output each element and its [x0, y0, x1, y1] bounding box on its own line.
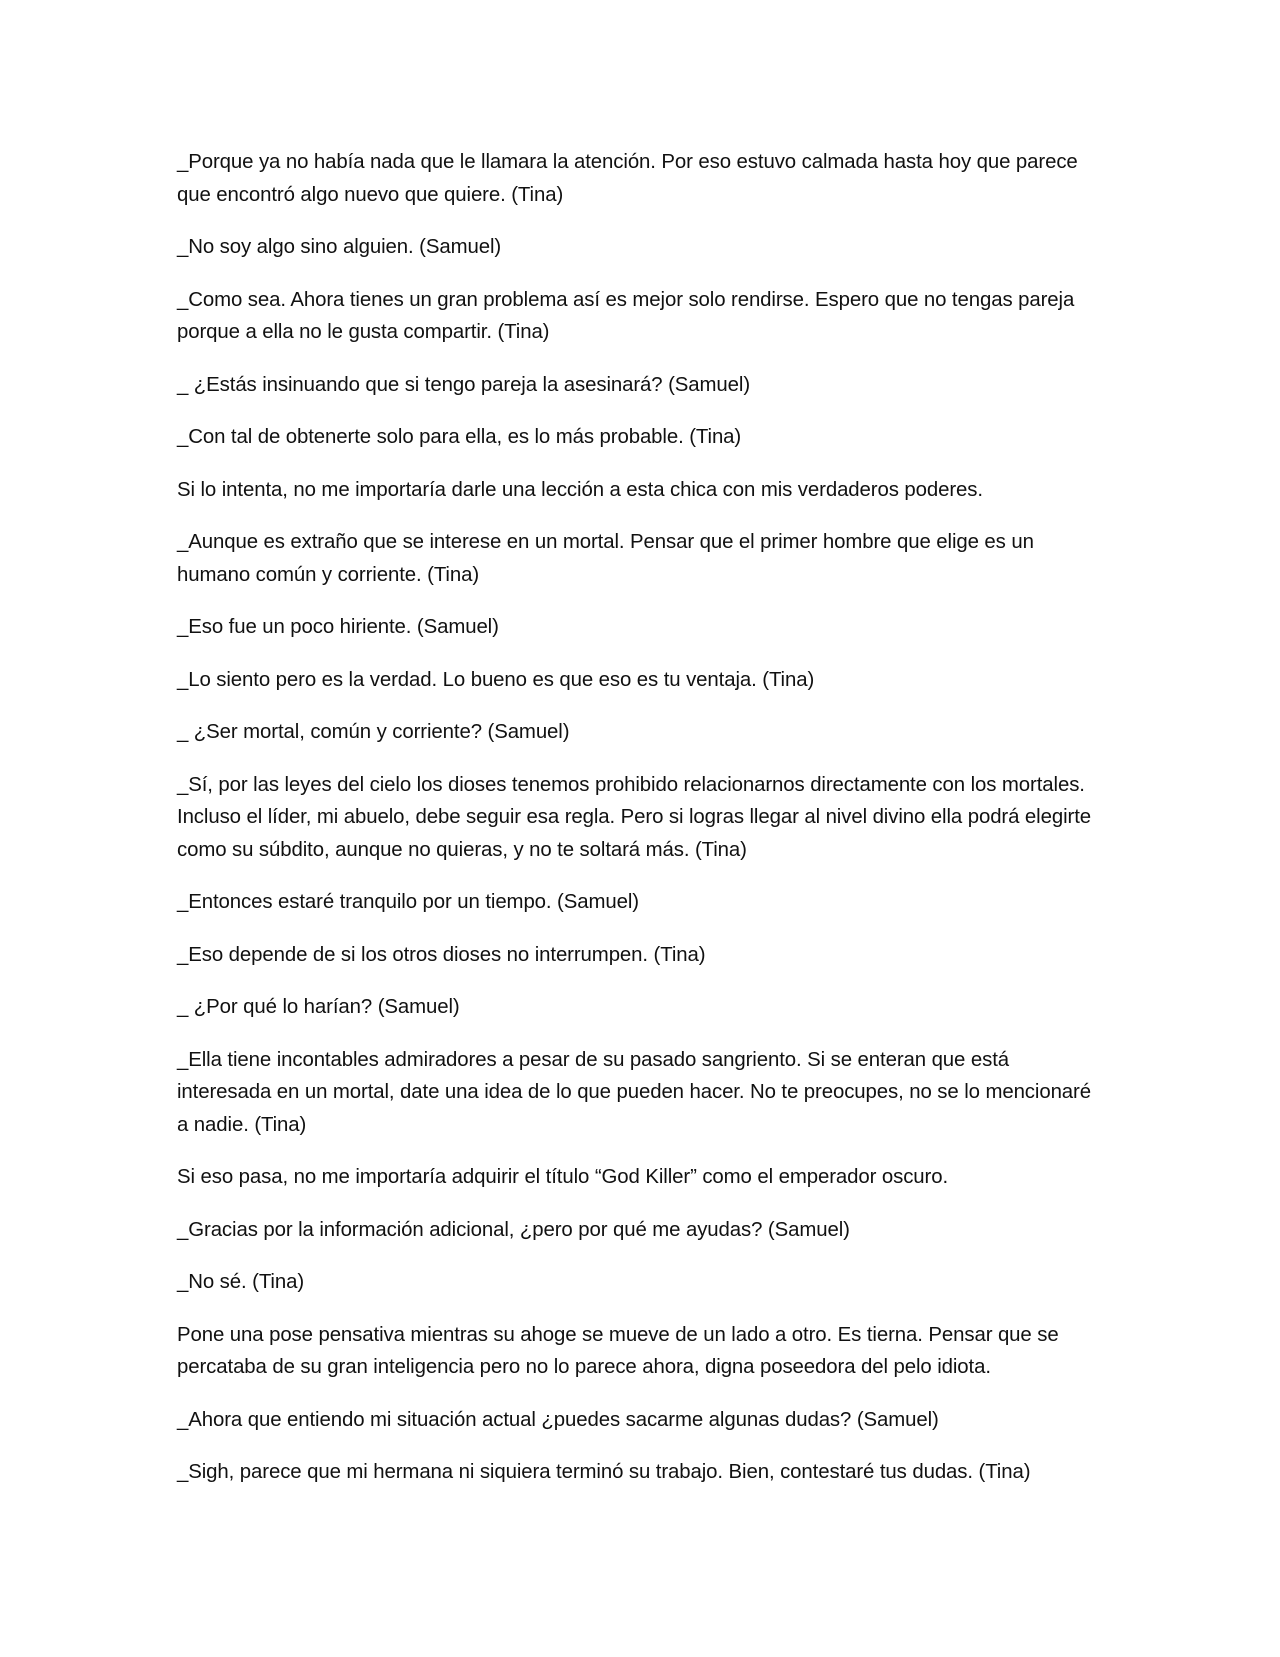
- paragraph-1: _Porque ya no había nada que le llamara la atención. Por eso estuvo calmada hasta hoy que parece que encontró algo nuevo que quiere. (Tina): [177, 151, 1078, 206]
- document-body: [177, 146, 1097, 1509]
- paragraph-21: _Sigh, parece que mi hermana ni siquiera terminó su trabajo. Bien, contestaré tus dudas. (Tina): [177, 1461, 1031, 1483]
- paragraph-14: _ ¿Por qué lo harían? (Samuel): [177, 996, 460, 1018]
- paragraph-3: _Como sea. Ahora tienes un gran problema así es mejor solo rendirse. Espero que no tengas pareja porque a ella no le gusta compartir. (Tina): [177, 288, 1075, 343]
- paragraph-13: _Eso depende de si los otros dioses no interrumpen. (Tina): [177, 943, 706, 966]
- paragraph-12: _Entonces estaré tranquilo por un tiempo. (Samuel): [177, 891, 639, 913]
- paragraph-19: Pone una pose pensativa mientras su ahoge se mueve de un lado a otro. Es tierna. Pensar que se percataba de su gran inteligencia pero no lo parece ahora, digna poseedora del pelo idiota.: [177, 1323, 1059, 1378]
- paragraph-10: _ ¿Ser mortal, común y corriente? (Samuel): [177, 721, 570, 743]
- paragraph-9: _Lo siento pero es la verdad. Lo bueno es que eso es tu ventaja. (Tina): [177, 668, 815, 691]
- paragraph-2: _No soy algo sino alguien. (Samuel): [177, 236, 502, 258]
- paragraph-7: _Aunque es extraño que se interese en un mortal. Pensar que el primer hombre que elige es un humano común y corriente. (Tina): [177, 531, 1034, 586]
- paragraph-20: _Ahora que entiendo mi situación actual ¿puedes sacarme algunas dudas? (Samuel): [177, 1408, 939, 1431]
- paragraph-4: _ ¿Estás insinuando que si tengo pareja la asesinará? (Samuel): [177, 373, 751, 396]
- paragraph-5: _Con tal de obtenerte solo para ella, es lo más probable. (Tina): [177, 426, 742, 448]
- paragraph-17: _Gracias por la información adicional, ¿pero por qué me ayudas? (Samuel): [177, 1218, 850, 1241]
- paragraph-8: _Eso fue un poco hiriente. (Samuel): [177, 616, 499, 638]
- paragraph-16: Si eso pasa, no me importaría adquirir el título “God Killer” como el emperador oscuro.: [177, 1166, 949, 1188]
- paragraph-15: _Ella tiene incontables admiradores a pesar de su pasado sangriento. Si se enteran que está interesada en un mortal, date una idea de lo que pueden hacer. No te preocupes, no se lo mencionaré a nadie. (Tina): [177, 1048, 1091, 1136]
- paragraph-11: _Sí, por las leyes del cielo los dioses tenemos prohibido relacionarnos directamente con los mortales. Incluso el líder, mi abuelo, debe seguir esa regla. Pero si logras llegar al nivel divino ella podrá elegirte como su súbdito, aunque no quieras, y no te soltará más. (Tina): [177, 773, 1092, 861]
- paragraph-18: _No sé. (Tina): [177, 1271, 305, 1293]
- paragraph-6: Si lo intenta, no me importaría darle una lección a esta chica con mis verdaderos poderes.: [177, 478, 983, 501]
